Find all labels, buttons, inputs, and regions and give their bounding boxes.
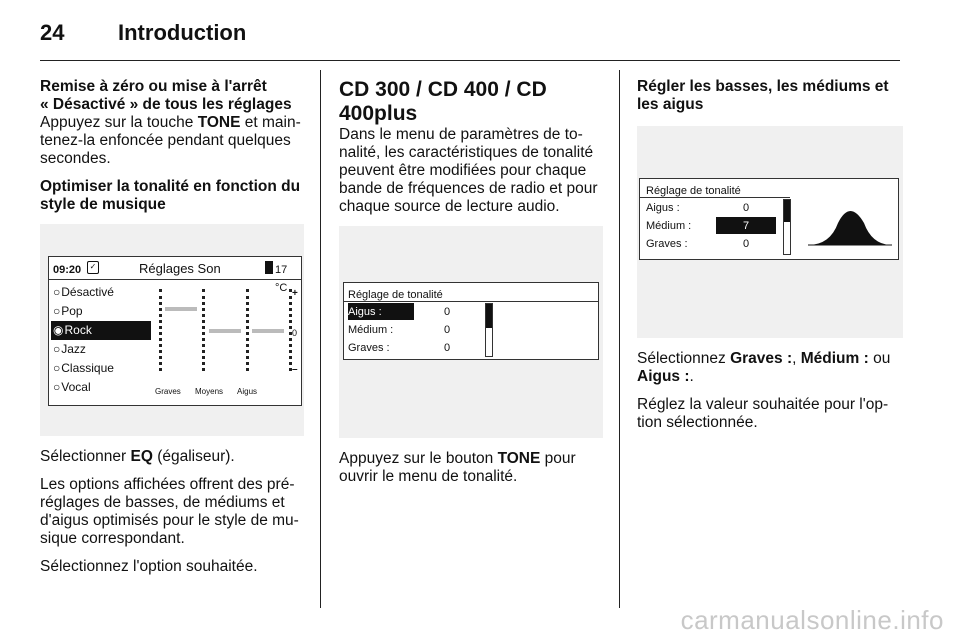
tone-row-label: Aigus : [348, 303, 414, 320]
eq-preset-1[interactable]: ○Pop [53, 304, 83, 318]
heading-reset: Remise à zéro ou mise à l'arrêt « Désactivé » de tous les réglages [40, 78, 292, 113]
tone-row-value: 0 [443, 342, 451, 354]
scale-zero: 0 [292, 328, 298, 338]
tone-settings-screen [343, 282, 599, 360]
tone-screen-title: Réglage de tonalité [348, 289, 443, 301]
paragraph-eq: Sélectionner EQ (égaliseur). [40, 448, 235, 465]
eq-level-moyens [209, 329, 241, 333]
tone-row[interactable] [644, 217, 784, 235]
tone-row-label: Médium : [348, 324, 394, 336]
tone-row[interactable] [346, 303, 496, 321]
eq-band-label: Aigus [237, 387, 258, 396]
tone-row-value: 0 [742, 202, 750, 214]
page-header [40, 16, 920, 58]
tone-row-label: Graves : [646, 238, 688, 250]
radio-icon: ○ [53, 361, 61, 375]
column-3 [637, 78, 903, 442]
page-title: Introduction [118, 20, 247, 45]
tone-adjust-screen [639, 178, 899, 260]
eq-preset-0[interactable]: ○Désactivé [53, 285, 114, 299]
page-number: 24 [40, 20, 65, 45]
paragraph-tone-menu: Dans le menu de paramètres de to-nalité, les caractéristiques de tonalité peuvent être modifiées pour chaque bande de fréquences de radio et pour chaque source de lecture audio. [339, 126, 598, 215]
tone-row[interactable] [644, 199, 784, 217]
eq-preset-4[interactable]: ○Classique [53, 361, 114, 375]
eq-preset-list [51, 283, 151, 397]
heading-cd-models: CD 300 / CD 400 / CD 400plus [339, 78, 547, 125]
radio-checked-icon: ◉ [53, 323, 64, 337]
sound-settings-screen [48, 256, 302, 406]
temperature: 17 °C [275, 264, 288, 294]
eq-band-labels [155, 383, 299, 397]
column-1 [40, 78, 304, 586]
frequency-curve [808, 203, 892, 247]
tone-row[interactable] [346, 321, 496, 339]
tone-row[interactable] [644, 235, 784, 253]
eq-preset-3[interactable]: ○Jazz [53, 342, 86, 356]
tone-settings-image [339, 226, 603, 438]
eq-track-moyens [202, 289, 209, 371]
paragraph-press-tone: Appuyez sur le bouton TONE pour ouvrir le menu de tonalité. [339, 450, 576, 485]
eq-band-label: Graves [155, 387, 181, 396]
tone-rows [346, 303, 496, 357]
paragraph-adjust-value: Réglez la valeur souhaitée pour l'op-tion sélectionnée. [637, 396, 889, 431]
eq-band-label: Moyens [195, 387, 224, 396]
radio-icon: ○ [53, 342, 61, 356]
watermark: carmanualsonline.info [680, 605, 944, 635]
radio-icon: ○ [53, 380, 61, 394]
eq-track-graves [159, 289, 166, 371]
adjust-screen-title: Réglage de tonalité [646, 185, 741, 197]
clock: 09:20 [53, 264, 82, 276]
column-divider [619, 70, 620, 608]
tone-row-label: Médium : [646, 220, 692, 232]
tone-row-label: Aigus : [646, 202, 680, 214]
paragraph-select: Sélectionnez l'option souhaitée. [40, 558, 258, 575]
adjust-rows [644, 199, 784, 253]
eq-level-graves [165, 307, 197, 311]
alarm-icon: ✓ [87, 261, 99, 274]
tone-row[interactable] [346, 339, 496, 357]
tone-row-label: Graves : [348, 342, 390, 354]
sound-settings-image [40, 224, 304, 436]
tone-adjust-image [637, 126, 903, 338]
header-rule [40, 60, 900, 61]
tone-slider [485, 303, 493, 357]
eq-preset-2[interactable]: ◉Rock [51, 321, 151, 340]
column-2 [339, 78, 603, 496]
heading-adjust: Régler les basses, les médiums et les aigus [637, 78, 889, 113]
paragraph-select-band: Sélectionnez Graves :, Médium : ou Aigus :. [637, 350, 891, 385]
scale-minus: – [292, 364, 298, 375]
screen-title: Réglages Son [139, 261, 221, 276]
heading-style: Optimiser la tonalité en fonction du style de musique [40, 178, 301, 213]
tone-row-value: 0 [443, 306, 451, 318]
scale-plus: + [292, 288, 298, 299]
eq-preset-5[interactable]: ○Vocal [53, 380, 91, 394]
column-divider [320, 70, 321, 608]
radio-icon: ○ [53, 304, 61, 318]
eq-level-aigus [252, 329, 284, 333]
tone-row-value: 0 [443, 324, 451, 336]
paragraph-reset: Appuyez sur la touche TONE et main-tenez-la enfoncée pendant quelques secondes. [40, 114, 301, 167]
radio-icon: ○ [53, 285, 61, 299]
tone-row-value: 7 [716, 217, 776, 234]
paragraph-options: Les options affichées offrent des pré-réglages de basses, de médiums et d'aigus optimisés pour le style de mu-sique correspondant. [40, 476, 299, 547]
adjust-slider [783, 199, 791, 255]
tone-row-value: 0 [742, 238, 750, 250]
phone-icon [265, 261, 273, 274]
